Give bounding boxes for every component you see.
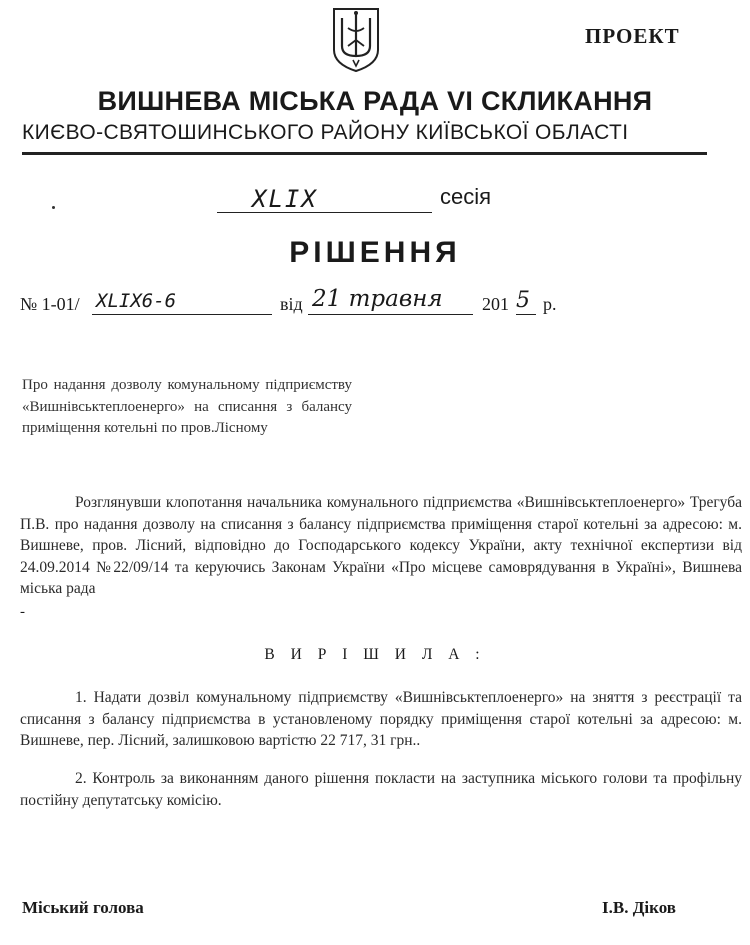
decision-number-line [92,314,272,315]
preamble-paragraph: Розглянувши клопотання начальника комунального підприємства «Вишнівськтеплоенерго» Трегуба П.В. про надання дозволу на списання з балансу підприємства приміщення старої котельні за адресою: м. Вишневе, пров. Лісний, відповідно до Господарського кодексу України, акту технічної експертизи від 24.09.2014 №22/09/14 та керуючись Законам України «Про місцеве самоврядування в Україні», Вишнева міська рада [20,494,742,597]
signer-role: Міський голова [22,898,144,917]
decision-number-row [20,288,740,322]
coat-of-arms-trident-icon [330,6,382,74]
draft-stamp: ПРОЕКТ [585,24,680,48]
year-digit: 5 [516,288,530,313]
scan-speck [52,206,55,209]
document-title: РІШЕННЯ [289,236,461,269]
session-number: XLIX [252,185,318,213]
district-name: КИЄВО-СВЯТОШИНСЬКОГО РАЙОНУ КИЇВСЬКОЇ ОБЛАСТІ [22,121,629,144]
decision-number-prefix: № 1-01/ [20,294,80,314]
resolution-item-2: 2. Контроль за виконанням даного рішення покласти на заступника міського голови та профільну постійну депутатську комісію. [20,770,742,809]
decision-subject: Про надання дозволу комунальному підприємству «Вишнівськтеплоенерго» на списання з балансу приміщення котельні по пров.Лісному [22,377,352,436]
council-name: ВИШНЕВА МІСЬКА РАДА VI СКЛИКАННЯ [97,86,653,116]
year-prefix: 201 [482,294,509,314]
header-divider [22,152,707,155]
year-suffix: р. [543,294,557,314]
date-prefix: від [280,294,303,314]
decided-heading: В И Р І Ш И Л А : [264,646,486,663]
decision-date: 21 травня [312,286,443,312]
resolution-item-1: 1. Надати дозвіл комунальному підприємству «Вишнівськтеплоенерго» на зняття з реєстрації та списання з балансу підприємства в установленому порядку приміщення старої котельні за адресою: м. Вишневе, пер. Лісний, залишковою вартістю 22 717, 31 грн.. [20,689,742,749]
decision-number: XLIX6-6 [96,290,177,312]
date-line [308,314,473,315]
session-number-line [217,212,432,213]
year-line [516,314,536,315]
dash-mark: - [20,604,25,620]
session-label: сесія [440,184,492,209]
signer-name: І.В. Діков [602,898,676,917]
